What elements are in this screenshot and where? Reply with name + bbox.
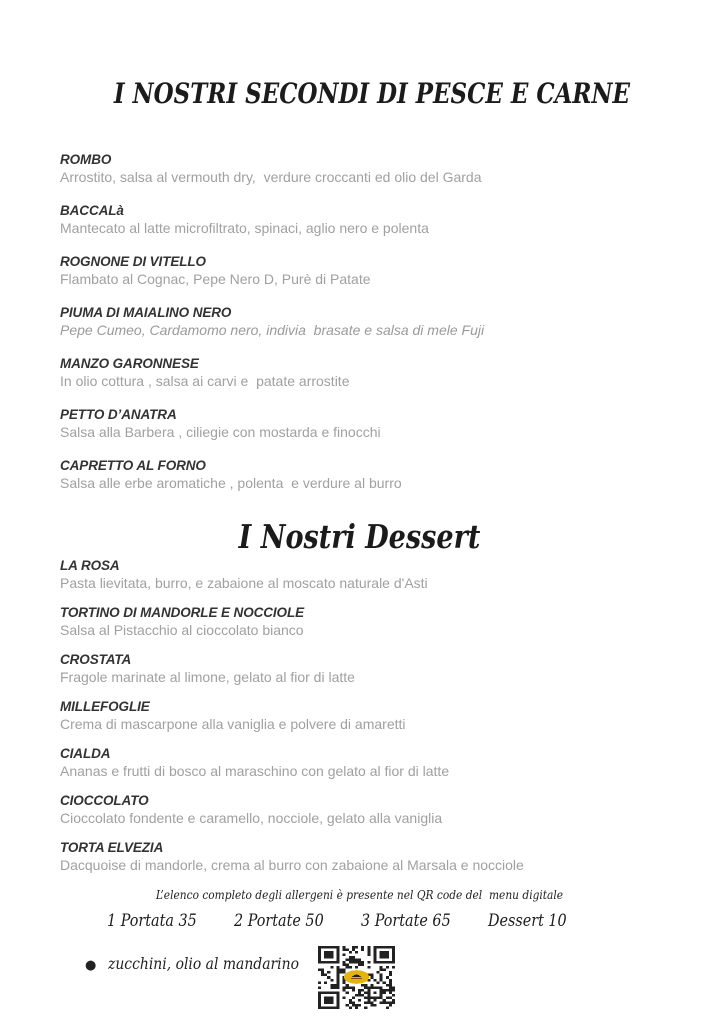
price-2-portate: 2 Portate 50 [234, 911, 324, 930]
menu-item-name: TORTA ELVEZIA [60, 840, 164, 855]
menu-item-desc: Cioccolato fondente e caramello, nocciole, gelato alla vaniglia [60, 810, 443, 826]
menu-item-desc: In olio cottura , salsa ai carvi e patate arrostite [60, 373, 350, 389]
price-row [60, 910, 659, 932]
menu-item-desc: Crema di mascarpone alla vaniglia e polvere di amaretti [60, 716, 406, 732]
menu-item [60, 407, 659, 441]
menu-item-name: ROGNONE DI VITELLO [60, 254, 206, 269]
menu-item-desc: Flambato al Cognac, Pepe Nero D, Purè di Patate [60, 271, 371, 287]
price-3-portate: 3 Portate 65 [361, 911, 452, 930]
menu-item-desc: Pepe Cumeo, Cardamomo nero, indivia brasate e salsa di mele Fuji [60, 322, 485, 338]
menu-item [60, 152, 659, 186]
menu-item-desc: Mantecato al latte microfiltrato, spinaci, aglio nero e polenta [60, 220, 429, 236]
menu-item [60, 458, 659, 492]
menu-item-desc: Arrostito, salsa al vermouth dry, verdure croccanti ed olio del Garda [60, 169, 482, 185]
qr-code [318, 946, 395, 1009]
price-1-portata: 1 Portata 35 [107, 911, 197, 930]
menu-item-name: CROSTATA [60, 652, 132, 667]
menu-item-desc: Pasta lievitata, burro, e zabaione al moscato naturale d'Asti [60, 575, 428, 591]
allergen-note: L’elenco completo degli allergeni è presente nel QR code del menu digitale [155, 887, 564, 902]
menu-item-name: TORTINO DI MANDORLE E NOCCIOLE [60, 605, 305, 620]
menu-item-name: CAPRETTO AL FORNO [60, 458, 206, 473]
menu-item-desc: Dacquoise di mandorle, crema al burro con zabaione al Marsala e nocciole [60, 857, 524, 873]
secondi-list [60, 152, 659, 492]
menu-item-name: BACCALà [60, 203, 124, 218]
menu-item-desc: Salsa alle erbe aromatiche , polenta e verdure al burro [60, 475, 402, 491]
menu-item [60, 699, 659, 733]
menu-item [60, 840, 659, 874]
menu-item [60, 203, 659, 237]
menu-item-name: CIALDA [60, 746, 111, 761]
menu-item [60, 356, 659, 390]
menu-item [60, 254, 659, 288]
menu-item-desc: Salsa al Pistacchio al cioccolato bianco [60, 622, 304, 638]
menu-item-name: PIUMA DI MAIALINO NERO [60, 305, 232, 320]
menu-item-desc: Salsa alla Barbera , ciliegie con mostarda e finocchi [60, 424, 381, 440]
menu-item [60, 746, 659, 780]
menu-item-name: MANZO GARONNESE [60, 356, 199, 371]
menu-item [60, 793, 659, 827]
section-title-secondi: I NOSTRI SECONDI DI PESCE E CARNE [113, 77, 631, 110]
menu-item-name: LA ROSA [60, 558, 120, 573]
menu-item-name: ROMBO [60, 152, 112, 167]
bullet-icon: ● [85, 958, 97, 973]
menu-item [60, 652, 659, 686]
menu-item-desc: Ananas e frutti di bosco al maraschino con gelato al fior di latte [60, 763, 450, 779]
menu-item-desc: Fragole marinate al limone, gelato al fior di latte [60, 669, 355, 685]
menu-item [60, 605, 659, 639]
menu-item-name: CIOCCOLATO [60, 793, 149, 808]
menu-item [60, 305, 659, 339]
footnote-text: zucchini, olio al mandarino [108, 954, 300, 973]
price-dessert: Dessert 10 [488, 911, 568, 930]
section-title-dessert: I Nostri Dessert [238, 517, 481, 556]
menu-item-name: PETTO D’ANATRA [60, 407, 177, 422]
menu-item-name: MILLEFOGLIE [60, 699, 150, 714]
dessert-list [60, 558, 659, 874]
menu-item [60, 558, 659, 592]
